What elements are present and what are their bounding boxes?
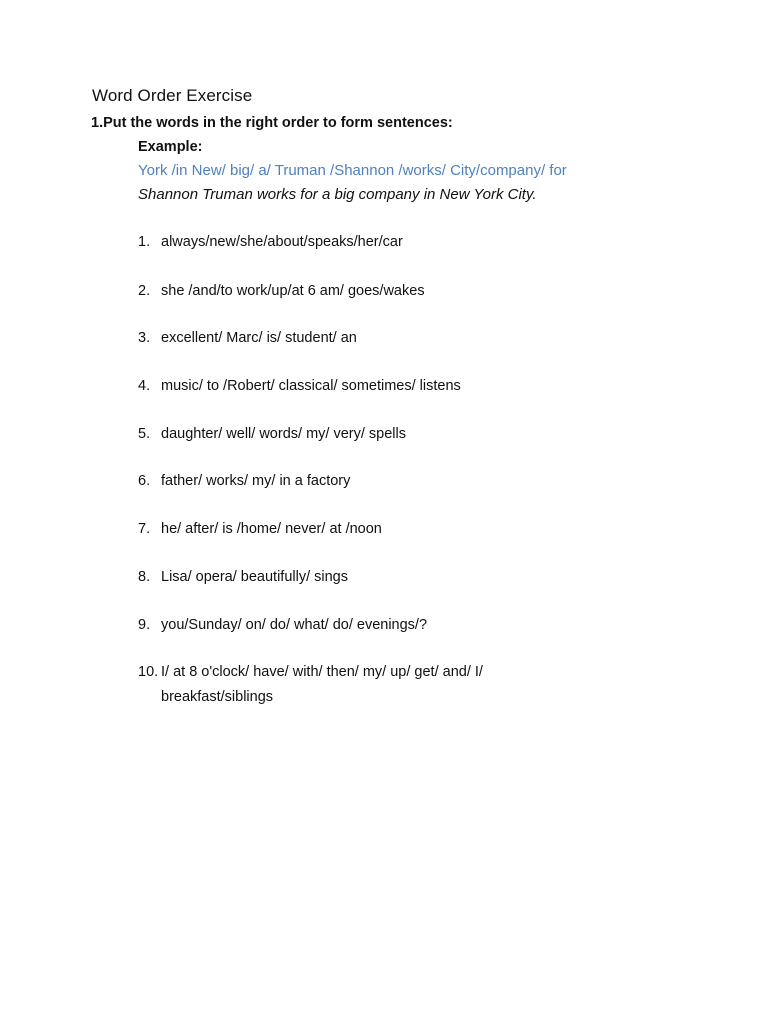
exercise-item-6 xyxy=(138,469,698,494)
exercise-number: 6. xyxy=(138,473,151,489)
exercise-words: excellent/ Marc/ is/ student/ an xyxy=(161,330,357,346)
exercise-number: 10. xyxy=(138,664,159,680)
exercise-words: she /and/to work/up/at 6 am/ goes/wakes xyxy=(161,283,425,299)
exercise-item-9 xyxy=(138,613,698,638)
exercise-number: 9. xyxy=(138,617,151,633)
exercise-words: music/ to /Robert/ classical/ sometimes/ listens xyxy=(161,378,461,394)
exercise-item-1 xyxy=(138,230,698,255)
instruction-text: 1.Put the words in the right order to form sentences: xyxy=(91,115,453,131)
exercise-item-2 xyxy=(138,279,698,304)
exercise-number: 2. xyxy=(138,283,151,299)
exercise-number: 5. xyxy=(138,426,151,442)
exercise-number: 4. xyxy=(138,378,151,394)
example-scrambled-words: York /in New/ big/ a/ Truman /Shannon /works/ City/company/ for xyxy=(138,162,567,179)
exercise-number: 1. xyxy=(138,234,151,250)
exercise-number: 8. xyxy=(138,569,151,585)
exercise-item-7 xyxy=(138,517,698,542)
page-title: Word Order Exercise xyxy=(92,86,253,105)
example-label: Example: xyxy=(138,139,203,155)
exercise-item-5 xyxy=(138,422,698,447)
exercise-item-4 xyxy=(138,374,698,399)
exercise-words: you/Sunday/ on/ do/ what/ do/ evenings/? xyxy=(161,617,428,633)
exercise-number: 7. xyxy=(138,521,151,537)
exercise-number: 3. xyxy=(138,330,151,346)
exercise-item-3 xyxy=(138,326,698,351)
exercise-words: always/new/she/about/speaks/her/car xyxy=(161,234,403,250)
exercise-words: father/ works/ my/ in a factory xyxy=(161,473,351,489)
exercise-item-8 xyxy=(138,565,698,590)
example-answer: Shannon Truman works for a big company in New York City. xyxy=(138,186,537,203)
exercise-item-10 xyxy=(138,660,698,710)
exercise-words: Lisa/ opera/ beautifully/ sings xyxy=(161,569,348,585)
exercise-words: I/ at 8 o'clock/ have/ with/ then/ my/ up/ get/ and/ I/ breakfast/siblings xyxy=(161,664,483,705)
exercise-words: daughter/ well/ words/ my/ very/ spells xyxy=(161,426,406,442)
exercise-words: he/ after/ is /home/ never/ at /noon xyxy=(161,521,382,537)
